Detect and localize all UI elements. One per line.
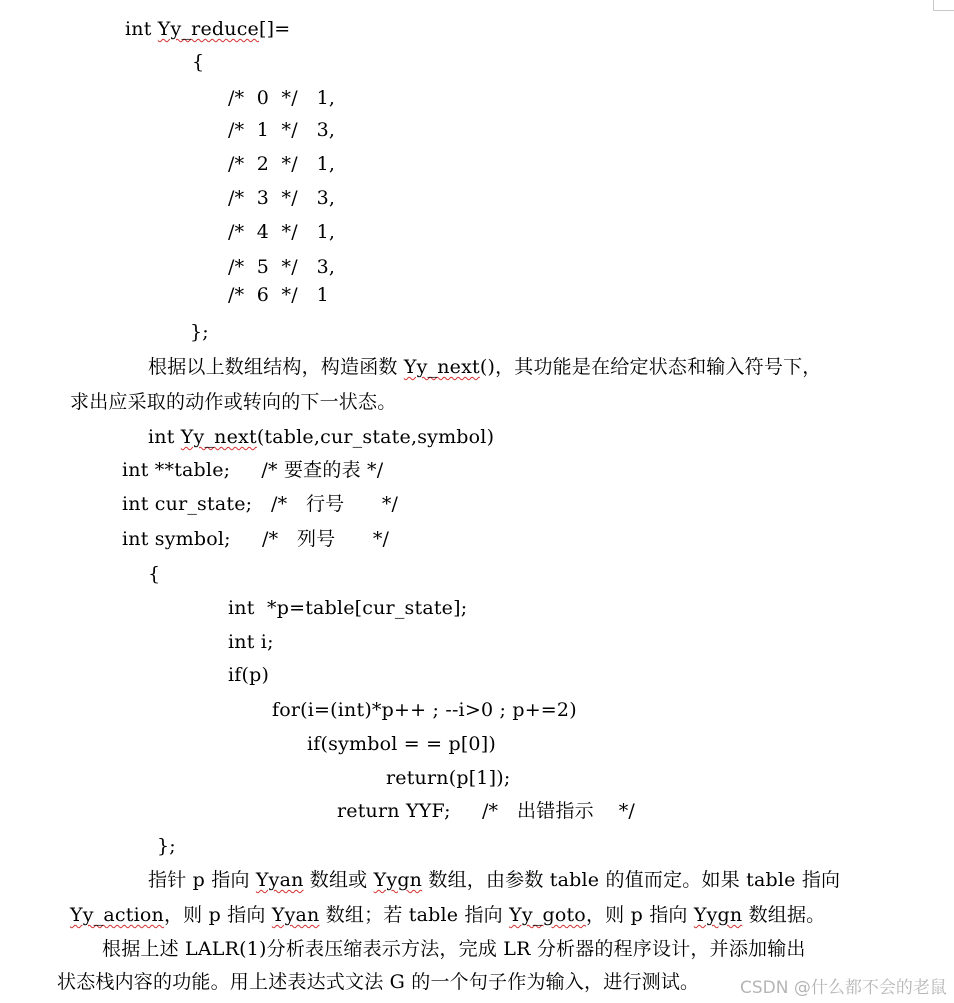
param-cur-state: int cur_state; /* 行号 */ (122, 493, 399, 515)
paragraph-3-line-1: 根据上述 LALR(1)分析表压缩表示方法，完成 LR 分析器的程序设计，并添加输出 (102, 938, 806, 960)
code-line: int i; (228, 631, 274, 653)
function-open-brace: { (148, 563, 161, 585)
reduce-row: /* 2 */ 1, (228, 153, 336, 175)
code-line: for(i=(int)*p++ ; --i>0 ; p+=2) (272, 699, 577, 721)
paragraph-2-line-2: Yy_action，则 p 指向 Yyan 数组；若 table 指向 Yy_goto，则 p 指向 Yygn 数组据。 (70, 904, 826, 926)
spellcheck-word: Yy_next (403, 356, 480, 378)
reduce-row: /* 1 */ 3, (228, 119, 336, 141)
reduce-row: /* 5 */ 3, (228, 256, 336, 278)
reduce-open-brace: { (192, 51, 205, 73)
reduce-close-brace: }; (190, 321, 209, 343)
code-line: if(symbol = = p[0]) (307, 733, 496, 755)
code-line: return(p[1]); (386, 767, 511, 789)
spellcheck-word: Yy_next (180, 426, 257, 448)
spellcheck-word: Yy_goto (509, 904, 586, 926)
function-signature: int Yy_next(table,cur_state,symbol) (148, 426, 495, 448)
reduce-declaration: int Yy_reduce[]= (125, 18, 291, 40)
csdn-watermark: CSDN @什么都不会的老鼠 (740, 978, 947, 998)
reduce-row: /* 3 */ 3, (228, 187, 336, 209)
page-corner-mark (933, 0, 954, 11)
spellcheck-word: Yygn (693, 904, 743, 926)
code-line: return YYF; /* 出错指示 */ (337, 800, 636, 822)
reduce-row: /* 4 */ 1, (228, 221, 336, 243)
paragraph-3-line-2: 状态栈内容的功能。用上述表达式文法 G 的一个句子作为输入，进行测试。 (57, 971, 700, 993)
spellcheck-word: Yygn (373, 869, 423, 891)
spellcheck-word: Yy_reduce (157, 18, 259, 40)
spellcheck-word: Yyan (255, 869, 304, 891)
code-line: if(p) (228, 664, 270, 686)
param-table: int **table; /* 要查的表 */ (122, 459, 384, 481)
spellcheck-word: Yyan (271, 904, 320, 926)
reduce-row: /* 0 */ 1, (228, 87, 336, 109)
paragraph-1-line-1: 根据以上数组结构，构造函数 Yy_next()，其功能是在给定状态和输入符号下， (148, 356, 822, 378)
reduce-row: /* 6 */ 1 (228, 284, 329, 306)
param-symbol: int symbol; /* 列号 */ (122, 528, 390, 550)
function-close-brace: }; (157, 835, 176, 857)
spellcheck-word: Yy_action (70, 904, 164, 926)
paragraph-1-line-2: 求出应采取的动作或转向的下一状态。 (70, 391, 397, 413)
code-line: int *p=table[cur_state]; (228, 597, 468, 619)
paragraph-2-line-1: 指针 p 指向 Yyan 数组或 Yygn 数组，由参数 table 的值而定。如果 table 指向 (148, 869, 841, 891)
